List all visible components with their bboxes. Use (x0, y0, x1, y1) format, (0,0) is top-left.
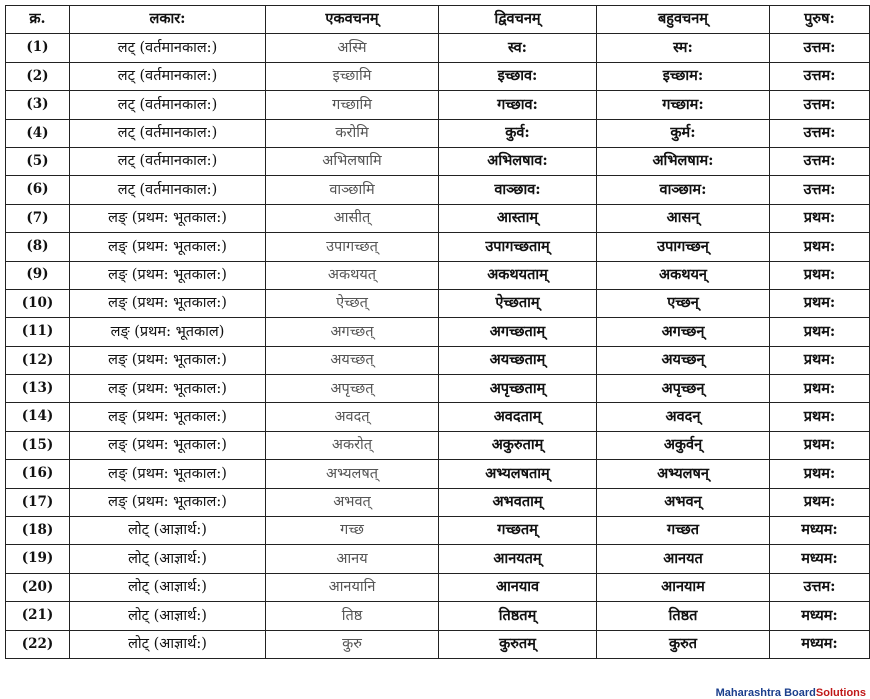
serial-cell: (16) (6, 460, 70, 488)
serial-cell: (2) (6, 62, 70, 90)
serial-cell: (13) (6, 375, 70, 403)
dual-cell: अपृच्छताम् (439, 375, 597, 403)
table-body (6, 34, 870, 659)
lakara-cell: लङ् (प्रथम: भूतकाल) (70, 318, 266, 346)
dual-cell: अभिलषाव: (439, 147, 597, 175)
header-lakara: लकार: (70, 6, 266, 34)
serial-cell: (3) (6, 91, 70, 119)
table-row (6, 403, 870, 431)
person-cell: मध्यम: (770, 545, 870, 573)
singular-cell: इच्छामि (266, 62, 439, 90)
dual-cell: अभ्यलषताम् (439, 460, 597, 488)
table-row (6, 91, 870, 119)
header-person: पुरुष: (770, 6, 870, 34)
plural-cell: आनयत (597, 545, 770, 573)
table-row (6, 318, 870, 346)
dual-cell: स्व: (439, 34, 597, 62)
dual-cell: इच्छाव: (439, 62, 597, 90)
serial-cell: (17) (6, 488, 70, 516)
plural-cell: अभवन् (597, 488, 770, 516)
person-cell: मध्यम: (770, 602, 870, 630)
lakara-cell: लोट् (आज्ञार्थ:) (70, 630, 266, 658)
person-cell: प्रथम: (770, 403, 870, 431)
serial-cell: (9) (6, 261, 70, 289)
table-row (6, 488, 870, 516)
singular-cell: अपृच्छत् (266, 375, 439, 403)
table-row (6, 289, 870, 317)
person-cell: उत्तम: (770, 62, 870, 90)
dual-cell: अभवताम् (439, 488, 597, 516)
person-cell: उत्तम: (770, 573, 870, 601)
watermark: Maharashtra BoardSolutions (715, 687, 866, 699)
singular-cell: गच्छामि (266, 91, 439, 119)
dual-cell: अकथयताम् (439, 261, 597, 289)
singular-cell: अकरोत् (266, 431, 439, 459)
dual-cell: अवदताम् (439, 403, 597, 431)
lakara-cell: लट् (वर्तमानकाल:) (70, 119, 266, 147)
singular-cell: आनय (266, 545, 439, 573)
plural-cell: गच्छत (597, 517, 770, 545)
person-cell: प्रथम: (770, 488, 870, 516)
person-cell: उत्तम: (770, 119, 870, 147)
singular-cell: अभवत् (266, 488, 439, 516)
header-serial: क्र. (6, 6, 70, 34)
singular-cell: अवदत् (266, 403, 439, 431)
serial-cell: (22) (6, 630, 70, 658)
lakara-cell: लङ् (प्रथम: भूतकाल:) (70, 375, 266, 403)
plural-cell: अभिलषाम: (597, 147, 770, 175)
lakara-cell: लट् (वर्तमानकाल:) (70, 176, 266, 204)
person-cell: उत्तम: (770, 176, 870, 204)
serial-cell: (6) (6, 176, 70, 204)
table-row (6, 602, 870, 630)
table-row (6, 545, 870, 573)
header-row (6, 6, 870, 34)
plural-cell: अवदन् (597, 403, 770, 431)
singular-cell: ऐच्छत् (266, 289, 439, 317)
plural-cell: आसन् (597, 204, 770, 232)
serial-cell: (14) (6, 403, 70, 431)
person-cell: प्रथम: (770, 375, 870, 403)
table-row (6, 204, 870, 232)
table-row (6, 34, 870, 62)
person-cell: प्रथम: (770, 261, 870, 289)
lakara-cell: लट् (वर्तमानकाल:) (70, 62, 266, 90)
table-row (6, 119, 870, 147)
plural-cell: स्म: (597, 34, 770, 62)
singular-cell: गच्छ (266, 517, 439, 545)
dual-cell: वाञ्छाव: (439, 176, 597, 204)
singular-cell: वाञ्छामि (266, 176, 439, 204)
dual-cell: आनयाव (439, 573, 597, 601)
serial-cell: (11) (6, 318, 70, 346)
singular-cell: अस्मि (266, 34, 439, 62)
header-dual: द्विवचनम् (439, 6, 597, 34)
singular-cell: करोमि (266, 119, 439, 147)
dual-cell: गच्छतम् (439, 517, 597, 545)
plural-cell: अकथयन् (597, 261, 770, 289)
person-cell: प्रथम: (770, 318, 870, 346)
lakara-cell: लङ् (प्रथम: भूतकाल:) (70, 261, 266, 289)
singular-cell: आसीत् (266, 204, 439, 232)
table-row (6, 233, 870, 261)
person-cell: उत्तम: (770, 34, 870, 62)
singular-cell: अभ्यलषत् (266, 460, 439, 488)
table-row (6, 517, 870, 545)
dual-cell: अगच्छताम् (439, 318, 597, 346)
serial-cell: (5) (6, 147, 70, 175)
header-plural: बहुवचनम् (597, 6, 770, 34)
person-cell: प्रथम: (770, 346, 870, 374)
serial-cell: (12) (6, 346, 70, 374)
dual-cell: तिष्ठतम् (439, 602, 597, 630)
dual-cell: गच्छाव: (439, 91, 597, 119)
person-cell: प्रथम: (770, 460, 870, 488)
lakara-cell: लङ् (प्रथम: भूतकाल:) (70, 488, 266, 516)
table-row (6, 573, 870, 601)
table-row (6, 460, 870, 488)
lakara-cell: लङ् (प्रथम: भूतकाल:) (70, 233, 266, 261)
dual-cell: उपागच्छताम् (439, 233, 597, 261)
dual-cell: ऐच्छताम् (439, 289, 597, 317)
dual-cell: आनयतम् (439, 545, 597, 573)
plural-cell: अयच्छन् (597, 346, 770, 374)
lakara-cell: लोट् (आज्ञार्थ:) (70, 573, 266, 601)
plural-cell: अभ्यलषन् (597, 460, 770, 488)
lakara-cell: लोट् (आज्ञार्थ:) (70, 602, 266, 630)
singular-cell: कुरु (266, 630, 439, 658)
person-cell: प्रथम: (770, 233, 870, 261)
table-row (6, 62, 870, 90)
plural-cell: अपृच्छन् (597, 375, 770, 403)
lakara-cell: लङ् (प्रथम: भूतकाल:) (70, 289, 266, 317)
singular-cell: अगच्छत् (266, 318, 439, 346)
plural-cell: एच्छन् (597, 289, 770, 317)
table-row (6, 176, 870, 204)
dual-cell: अकुरुताम् (439, 431, 597, 459)
lakara-cell: लोट् (आज्ञार्थ:) (70, 517, 266, 545)
lakara-cell: लोट् (आज्ञार्थ:) (70, 545, 266, 573)
serial-cell: (19) (6, 545, 70, 573)
plural-cell: आनयाम (597, 573, 770, 601)
serial-cell: (15) (6, 431, 70, 459)
header-singular: एकवचनम् (266, 6, 439, 34)
plural-cell: इच्छाम: (597, 62, 770, 90)
plural-cell: वाञ्छाम: (597, 176, 770, 204)
plural-cell: कुर्म: (597, 119, 770, 147)
singular-cell: अभिलषामि (266, 147, 439, 175)
person-cell: मध्यम: (770, 517, 870, 545)
lakara-cell: लङ् (प्रथम: भूतकाल:) (70, 403, 266, 431)
person-cell: प्रथम: (770, 431, 870, 459)
person-cell: प्रथम: (770, 289, 870, 317)
dual-cell: कुरुतम् (439, 630, 597, 658)
table-row (6, 630, 870, 658)
serial-cell: (8) (6, 233, 70, 261)
person-cell: मध्यम: (770, 630, 870, 658)
plural-cell: अकुर्वन् (597, 431, 770, 459)
serial-cell: (1) (6, 34, 70, 62)
lakara-cell: लङ् (प्रथम: भूतकाल:) (70, 431, 266, 459)
lakara-cell: लट् (वर्तमानकाल:) (70, 34, 266, 62)
lakara-cell: लङ् (प्रथम: भूतकाल:) (70, 204, 266, 232)
lakara-cell: लङ् (प्रथम: भूतकाल:) (70, 346, 266, 374)
singular-cell: उपागच्छत् (266, 233, 439, 261)
lakara-cell: लट् (वर्तमानकाल:) (70, 147, 266, 175)
table-row (6, 375, 870, 403)
table-row (6, 261, 870, 289)
dual-cell: कुर्व: (439, 119, 597, 147)
plural-cell: गच्छाम: (597, 91, 770, 119)
table-row (6, 431, 870, 459)
serial-cell: (4) (6, 119, 70, 147)
plural-cell: उपागच्छन् (597, 233, 770, 261)
table-row (6, 147, 870, 175)
plural-cell: अगच्छन् (597, 318, 770, 346)
lakara-cell: लट् (वर्तमानकाल:) (70, 91, 266, 119)
lakara-cell: लङ् (प्रथम: भूतकाल:) (70, 460, 266, 488)
singular-cell: अकथयत् (266, 261, 439, 289)
singular-cell: आनयानि (266, 573, 439, 601)
singular-cell: तिष्ठ (266, 602, 439, 630)
plural-cell: तिष्ठत (597, 602, 770, 630)
serial-cell: (18) (6, 517, 70, 545)
plural-cell: कुरुत (597, 630, 770, 658)
serial-cell: (10) (6, 289, 70, 317)
table-row (6, 346, 870, 374)
person-cell: प्रथम: (770, 204, 870, 232)
conjugation-table (5, 5, 870, 659)
serial-cell: (7) (6, 204, 70, 232)
singular-cell: अयच्छत् (266, 346, 439, 374)
dual-cell: अयच्छताम् (439, 346, 597, 374)
dual-cell: आस्ताम् (439, 204, 597, 232)
serial-cell: (20) (6, 573, 70, 601)
serial-cell: (21) (6, 602, 70, 630)
person-cell: उत्तम: (770, 91, 870, 119)
person-cell: उत्तम: (770, 147, 870, 175)
